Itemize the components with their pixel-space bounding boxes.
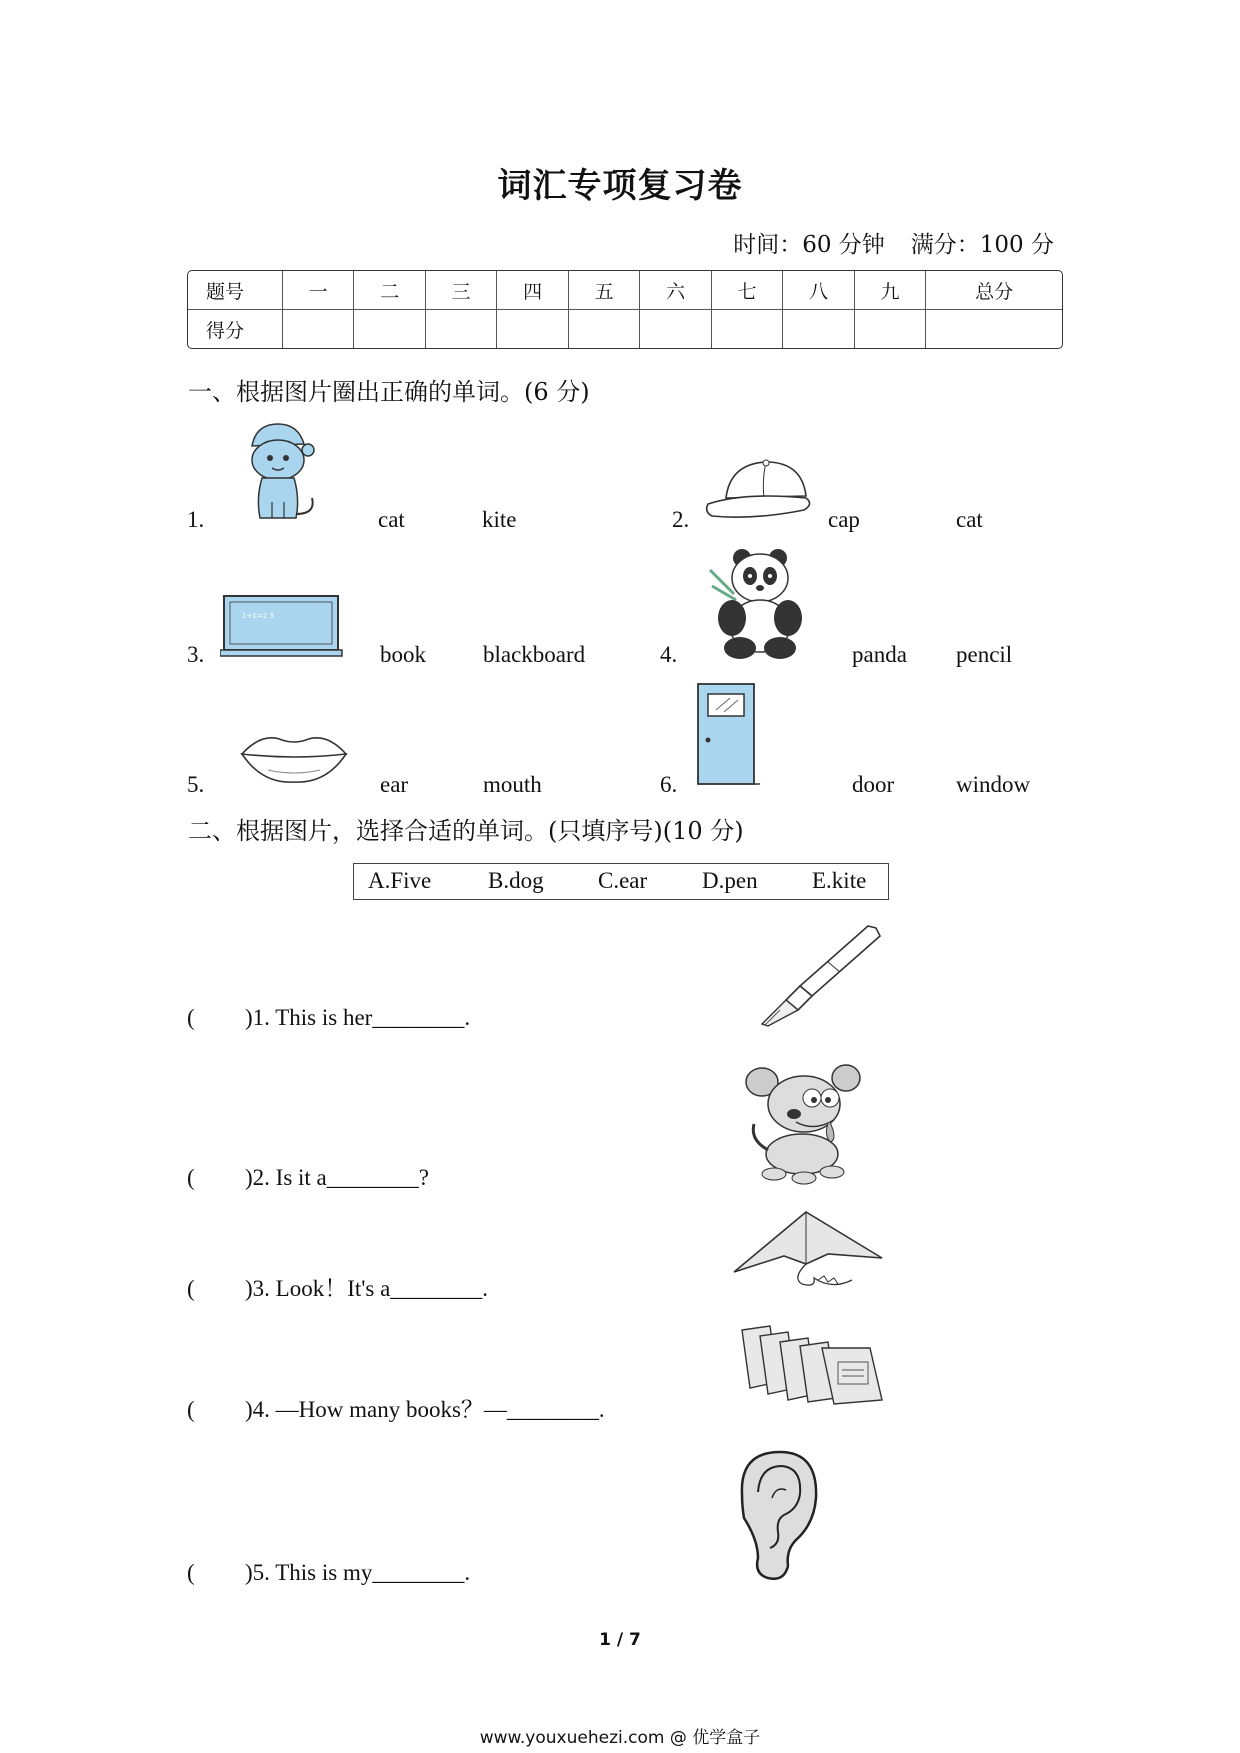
dog-icon <box>734 1062 864 1186</box>
kite-icon <box>732 1208 884 1298</box>
question-text: )4. —How many books？—________. <box>245 1397 605 1422</box>
score-cell[interactable] <box>497 310 568 348</box>
score-col: 六 <box>640 271 711 310</box>
score-col: 五 <box>569 271 640 310</box>
item-number: 4. <box>660 642 678 667</box>
score-cell[interactable] <box>354 310 425 348</box>
score-cell[interactable] <box>783 310 854 348</box>
score-table-header-row <box>188 271 1062 310</box>
score-col: 八 <box>783 271 854 310</box>
score-cell[interactable] <box>640 310 711 348</box>
question-text: )1. This is her________. <box>245 1005 471 1030</box>
word-bank-option: D.pen <box>702 868 758 893</box>
svg-text:1+1=2 3: 1+1=2 3 <box>242 612 274 620</box>
score-cell[interactable] <box>426 310 497 348</box>
word-bank-option: C.ear <box>598 868 648 893</box>
item-number: 6. <box>660 772 678 797</box>
score-table-row-head: 得分 <box>188 310 283 348</box>
word-bank <box>353 863 889 900</box>
answer-blank[interactable]: ( <box>187 1397 195 1422</box>
item-number: 1. <box>187 507 205 532</box>
score-col: 九 <box>855 271 926 310</box>
question <box>187 1005 470 1031</box>
item-number: 2. <box>672 507 690 532</box>
blackboard-icon <box>220 594 344 658</box>
option-word[interactable]: panda <box>852 642 907 667</box>
score-table-score-row <box>188 310 1062 348</box>
score-table-row-head: 题号 <box>188 271 283 310</box>
exam-meta <box>707 226 1054 259</box>
section1-heading: 一、根据图片圈出正确的单词。(6 分) <box>188 378 590 406</box>
option-word[interactable]: window <box>956 772 1031 797</box>
question <box>187 1165 429 1191</box>
option-word[interactable]: door <box>852 772 895 797</box>
score-table <box>187 270 1063 349</box>
ear-icon <box>732 1448 822 1584</box>
score-col-total: 总分 <box>926 271 1062 310</box>
score-cell[interactable] <box>569 310 640 348</box>
mouth-icon <box>238 728 350 786</box>
score-col: 三 <box>426 271 497 310</box>
books-icon <box>738 1322 888 1406</box>
footer-watermark: www.youxuehezi.com @ 优学盒子 <box>479 1728 761 1748</box>
score-col: 七 <box>712 271 783 310</box>
option-word[interactable]: blackboard <box>483 642 586 667</box>
door-icon <box>696 682 760 788</box>
answer-blank[interactable]: ( <box>187 1276 195 1301</box>
question <box>187 1560 470 1586</box>
section2-heading: 二、根据图片，选择合适的单词。(只填序号)(10 分) <box>188 817 744 845</box>
word-bank-option: B.dog <box>488 868 544 893</box>
page-number: 1 / 7 <box>599 1630 641 1650</box>
question <box>187 1270 488 1303</box>
word-bank-option: A.Five <box>368 868 432 893</box>
question-text: )5. This is my________. <box>245 1560 471 1585</box>
answer-blank[interactable]: ( <box>187 1560 195 1585</box>
option-word[interactable]: kite <box>482 507 517 532</box>
option-word[interactable]: cat <box>378 507 405 532</box>
cap-icon <box>704 458 816 524</box>
question-text: )3. Look！It's a________. <box>245 1276 489 1301</box>
option-word[interactable]: ear <box>380 772 409 797</box>
score-col: 四 <box>497 271 568 310</box>
panda-icon <box>706 548 810 660</box>
pen-icon <box>756 924 882 1028</box>
option-word[interactable]: mouth <box>483 772 542 797</box>
score-cell[interactable] <box>926 310 1062 348</box>
option-word[interactable]: cat <box>956 507 983 532</box>
question-text: )2. Is it a________? <box>245 1165 429 1190</box>
answer-blank[interactable]: ( <box>187 1005 195 1030</box>
question <box>187 1391 605 1424</box>
score-cell[interactable] <box>712 310 783 348</box>
option-word[interactable]: pencil <box>956 642 1013 667</box>
answer-blank[interactable]: ( <box>187 1165 195 1190</box>
option-word[interactable]: cap <box>828 507 860 532</box>
option-word[interactable]: book <box>380 642 426 667</box>
item-number: 5. <box>187 772 205 797</box>
score-cell[interactable] <box>283 310 354 348</box>
full-score: 满分：100 分 <box>910 232 1054 258</box>
page-title: 词汇专项复习卷 <box>497 166 743 206</box>
time-limit: 时间：60 分钟 <box>733 232 885 258</box>
score-cell[interactable] <box>855 310 926 348</box>
cat-icon <box>232 418 324 528</box>
score-col: 一 <box>283 271 354 310</box>
item-number: 3. <box>187 642 205 667</box>
word-bank-option: E.kite <box>812 868 867 893</box>
score-col: 二 <box>354 271 425 310</box>
